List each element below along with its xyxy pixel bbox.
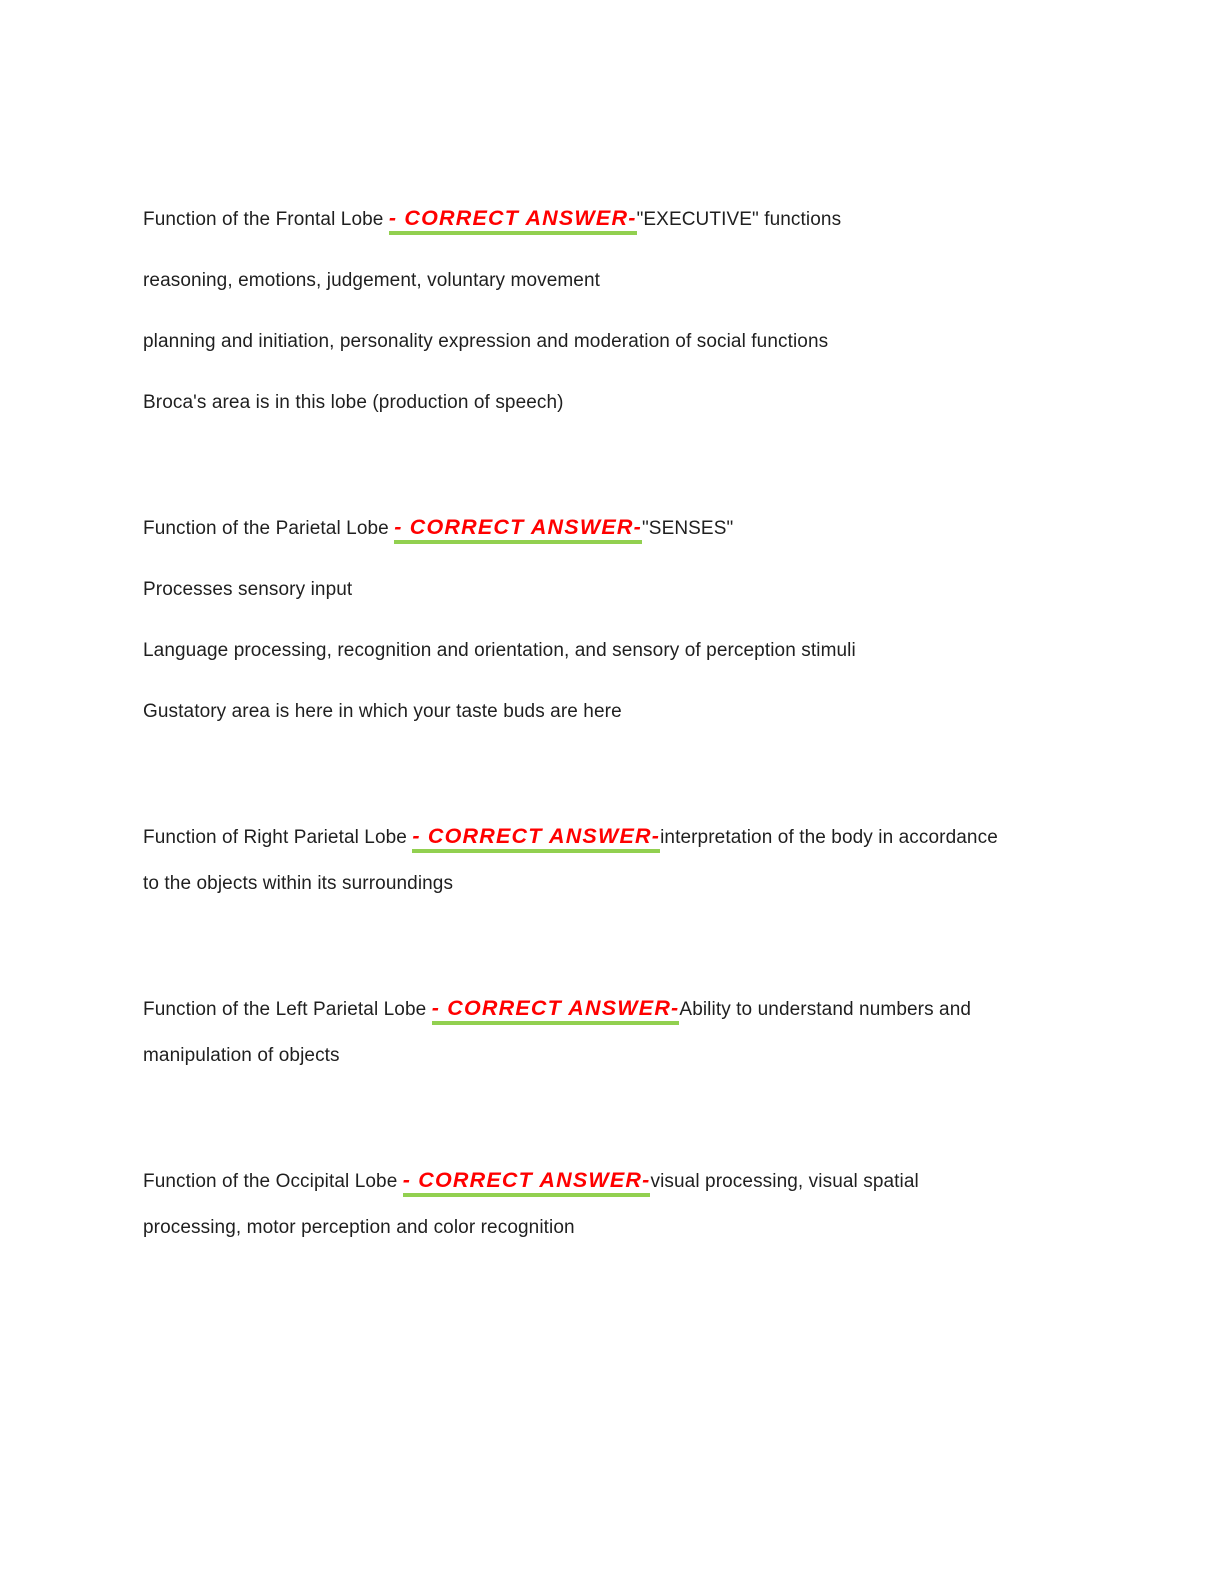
- document-content: [143, 195, 1018, 1251]
- qa-section-frontal-lobe: [143, 195, 1018, 426]
- correct-answer-marker: - CORRECT ANSWER-: [412, 824, 660, 853]
- qa-line: [143, 813, 1018, 907]
- detail-line: Processes sensory input: [143, 579, 353, 600]
- answer-text: visual processing, visual spatial processing, motor perception and color recognition: [143, 1171, 919, 1238]
- qa-line: [143, 504, 1018, 552]
- correct-answer-marker: - CORRECT ANSWER-: [403, 1168, 651, 1197]
- detail-line: reasoning, emotions, judgement, voluntary movement: [143, 270, 601, 291]
- correct-answer-marker: - CORRECT ANSWER-: [432, 996, 680, 1025]
- detail-line: planning and initiation, personality expression and moderation of social functions: [143, 331, 829, 352]
- qa-section-occipital-lobe: [143, 1157, 1018, 1251]
- question-text: Function of the Frontal Lobe: [143, 209, 389, 230]
- qa-line: [143, 985, 1018, 1079]
- answer-text: "EXECUTIVE" functions: [636, 209, 842, 230]
- question-text: Function of the Occipital Lobe: [143, 1171, 403, 1192]
- qa-section-parietal-lobe: [143, 504, 1018, 735]
- qa-line: [143, 1157, 1018, 1251]
- detail-line: Language processing, recognition and orientation, and sensory of perception stimuli: [143, 640, 856, 661]
- answer-text: interpretation of the body in accordance to the objects within its surroundings: [143, 827, 998, 894]
- correct-answer-marker: - CORRECT ANSWER-: [394, 515, 642, 544]
- question-text: Function of Right Parietal Lobe: [143, 827, 413, 848]
- qa-section-left-parietal-lobe: [143, 985, 1018, 1079]
- correct-answer-marker: - CORRECT ANSWER-: [389, 206, 637, 235]
- detail-line: Gustatory area is here in which your taste buds are here: [143, 701, 622, 722]
- qa-line: [143, 195, 1018, 243]
- answer-text: "SENSES": [641, 518, 734, 539]
- qa-section-right-parietal-lobe: [143, 813, 1018, 907]
- detail-line: Broca's area is in this lobe (production of speech): [143, 392, 564, 413]
- answer-text: Ability to understand numbers and manipulation of objects: [143, 999, 972, 1066]
- question-text: Function of the Parietal Lobe: [143, 518, 395, 539]
- question-text: Function of the Left Parietal Lobe: [143, 999, 432, 1020]
